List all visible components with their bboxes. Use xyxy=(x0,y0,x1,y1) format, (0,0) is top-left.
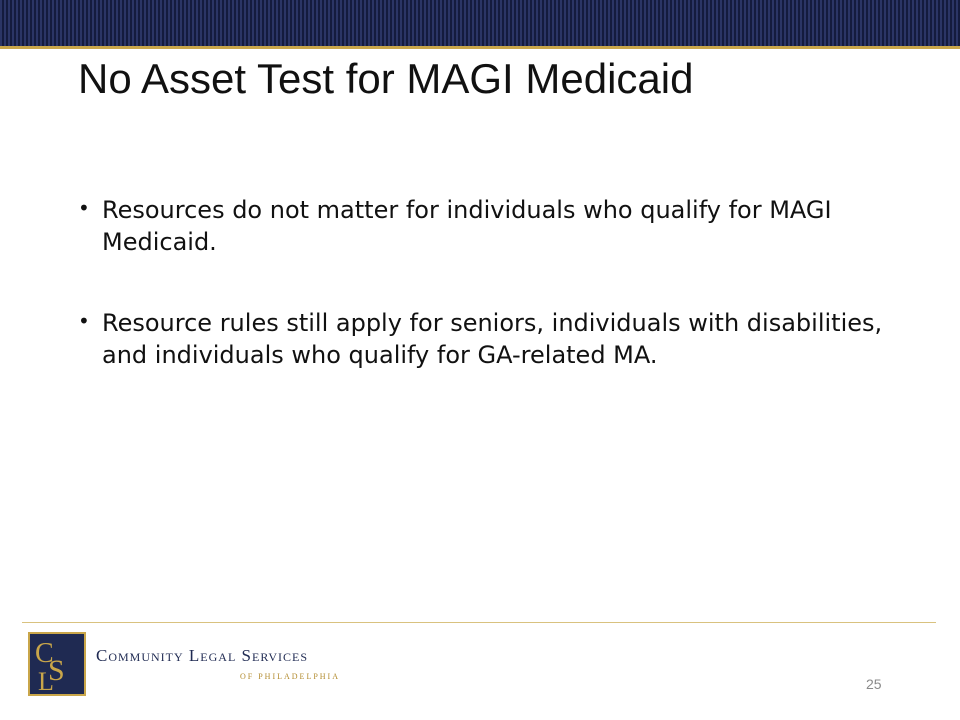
header-gold-rule xyxy=(0,46,960,49)
svg-text:C: C xyxy=(35,638,54,669)
bullet-item xyxy=(78,308,888,371)
page-number: 25 xyxy=(866,676,882,692)
bullet-icon: • xyxy=(78,196,90,220)
cls-logo xyxy=(28,632,86,696)
svg-text:S: S xyxy=(48,654,65,687)
bullet-text: Resources do not matter for individuals who qualify for MAGI Medicaid. xyxy=(102,196,832,256)
footer-rule xyxy=(22,622,936,623)
bullet-list xyxy=(78,195,888,372)
org-subtitle: OF PHILADELPHIA xyxy=(240,672,340,681)
bullet-icon: • xyxy=(78,309,90,334)
svg-text:L: L xyxy=(38,667,54,694)
slide-title: No Asset Test for MAGI Medicaid xyxy=(78,55,694,102)
bullet-text: Resource rules still apply for seniors, individuals with disabilities, and individuals who qualify for GA-related MA. xyxy=(102,309,883,370)
header-band xyxy=(0,0,960,46)
bullet-item xyxy=(78,195,888,258)
cls-monogram-icon xyxy=(30,634,84,694)
org-name: Community Legal Services xyxy=(96,646,309,665)
